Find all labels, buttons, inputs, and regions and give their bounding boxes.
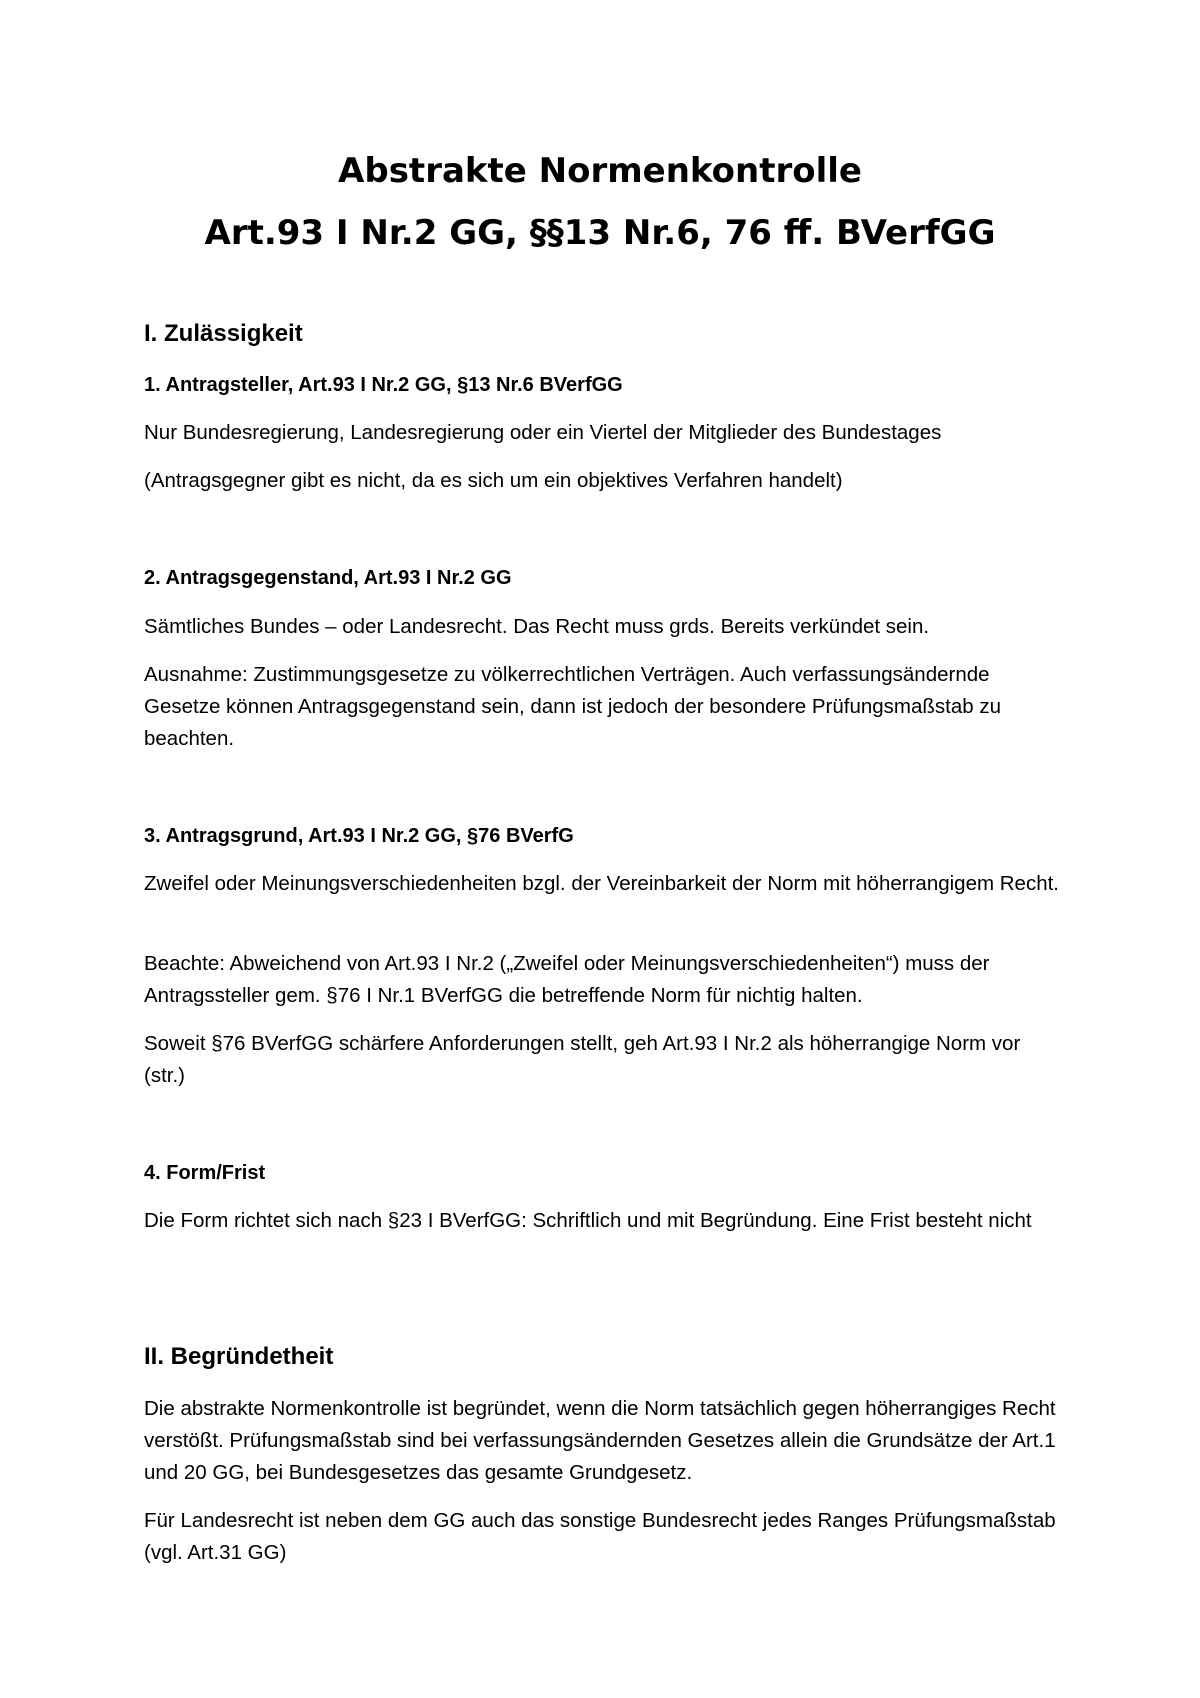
subsection-heading-antragsgrund: 3. Antragsgrund, Art.93 I Nr.2 GG, §76 BVerfG <box>144 825 574 847</box>
section-heading-begruendetheit: II. Begründetheit <box>144 1343 334 1370</box>
paragraph-antragsgrund-1: Zweifel oder Meinungsverschiedenheiten bzgl. der Vereinbarkeit der Norm mit höherrangigem Recht. <box>144 872 1059 895</box>
title-line-1: Abstrakte Normenkontrolle <box>338 151 862 191</box>
paragraph-antragsteller-1: Nur Bundesregierung, Landesregierung oder ein Viertel der Mitglieder des Bundestages <box>144 421 942 444</box>
paragraph-form-frist-1: Die Form richtet sich nach §23 I BVerfGG: Schriftlich und mit Begründung. Eine Frist besteht nicht <box>144 1209 1032 1232</box>
paragraph-antragsgegenstand-2: Ausnahme: Zustimmungsgesetze zu völkerrechtlichen Verträgen. Auch verfassungsändernde Gesetze können Antragsgegenstand sein, dann ist jedoch der besondere Prüfungsmaßstab zu beachten. <box>144 663 1002 750</box>
subsection-heading-antragsgegenstand: 2. Antragsgegenstand, Art.93 I Nr.2 GG <box>144 567 512 589</box>
document-title <box>0 140 1200 264</box>
paragraph-antragsgrund-3: Soweit §76 BVerfGG schärfere Anforderungen stellt, geh Art.93 I Nr.2 als höherrangige Norm vor (str.) <box>144 1032 1021 1087</box>
paragraph-antragsteller-2: (Antragsgegner gibt es nicht, da es sich um ein objektives Verfahren handelt) <box>144 469 843 492</box>
subsection-heading-form-frist: 4. Form/Frist <box>144 1162 266 1184</box>
section-heading-zulaessigkeit: I. Zulässigkeit <box>144 320 303 347</box>
paragraph-begruendetheit-2: Für Landesrecht ist neben dem GG auch das sonstige Bundesrecht jedes Ranges Prüfungsmaßstab (vgl. Art.31 GG) <box>144 1509 1056 1564</box>
paragraph-begruendetheit-1: Die abstrakte Normenkontrolle ist begründet, wenn die Norm tatsächlich gegen höherrangiges Recht verstößt. Prüfungsmaßstab sind bei verfassungsändernden Gesetzes allein die Grundsätze der Art.1 und 20 GG, bei Bundesgesetzes das gesamte Grundgesetz. <box>144 1397 1056 1484</box>
title-line-2: Art.93 I Nr.2 GG, §§13 Nr.6, 76 ff. BVerfGG <box>204 213 996 253</box>
subsection-heading-antragsteller: 1. Antragsteller, Art.93 I Nr.2 GG, §13 Nr.6 BVerfGG <box>144 374 623 396</box>
paragraph-antragsgrund-2: Beachte: Abweichend von Art.93 I Nr.2 („Zweifel oder Meinungsverschiedenheiten“) muss der Antragssteller gem. §76 I Nr.1 BVerfGG die betreffende Norm für nichtig halten. <box>144 952 990 1007</box>
paragraph-antragsgegenstand-1: Sämtliches Bundes – oder Landesrecht. Das Recht muss grds. Bereits verkündet sein. <box>144 615 930 638</box>
